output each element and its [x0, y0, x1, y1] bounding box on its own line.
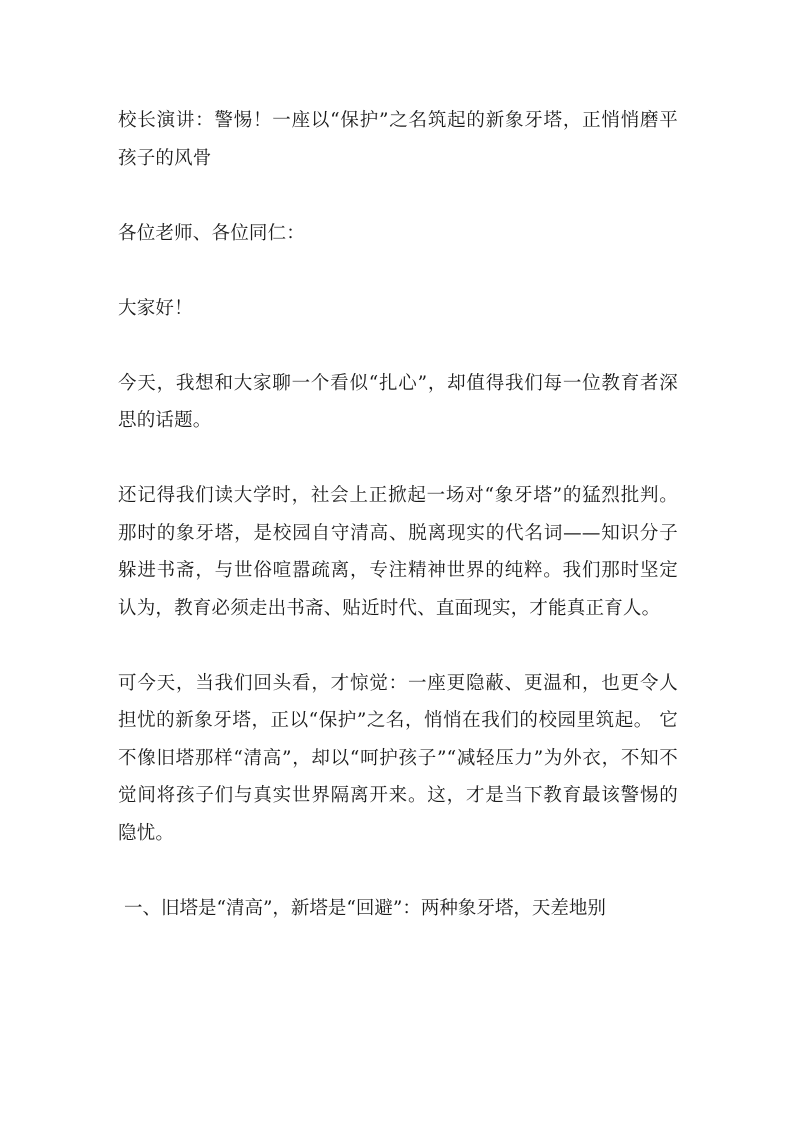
section-heading: 一、旧塔是“清高”，新塔是“回避”：两种象牙塔，天差地别 [124, 897, 606, 919]
document-page [118, 102, 678, 927]
greeting: 大家好！ [118, 297, 193, 319]
spacer [118, 852, 678, 890]
body-paragraph: 可今天，当我们回头看，才惊觉：一座更隐蔽、更温和，也更令人担忧的新象牙塔，正以“保护”之名，悄悄在我们的校园里筑起。 它不像旧塔那样“清高”，却以“呵护孩子”“减轻压力”为外衣，不知不觉间将孩子们与真实世界隔离开来。这，才是当下教育最该警惕的隐忧。 [118, 672, 678, 844]
document-title: 校长演讲：警惕！一座以“保护”之名筑起的新象牙塔，正悄悄磨平孩子的风骨 [118, 110, 678, 169]
spacer [118, 327, 678, 365]
spacer [118, 252, 678, 290]
spacer [118, 177, 678, 215]
spacer [118, 440, 678, 478]
body-paragraph: 今天，我想和大家聊一个看似“扎心”，却值得我们每一位教育者深思的话题。 [118, 372, 678, 431]
body-paragraph: 还记得我们读大学时，社会上正掀起一场对“象牙塔”的猛烈批判。那时的象牙塔，是校园自守清高、脱离现实的代名词——知识分子躲进书斋，与世俗喧嚣疏离，专注精神世界的纯粹。我们那时坚定认为，教育必须走出书斋、贴近时代、直面现实，才能真正育人。 [118, 485, 678, 619]
salutation: 各位老师、各位同仁： [118, 222, 306, 244]
spacer [118, 627, 678, 665]
